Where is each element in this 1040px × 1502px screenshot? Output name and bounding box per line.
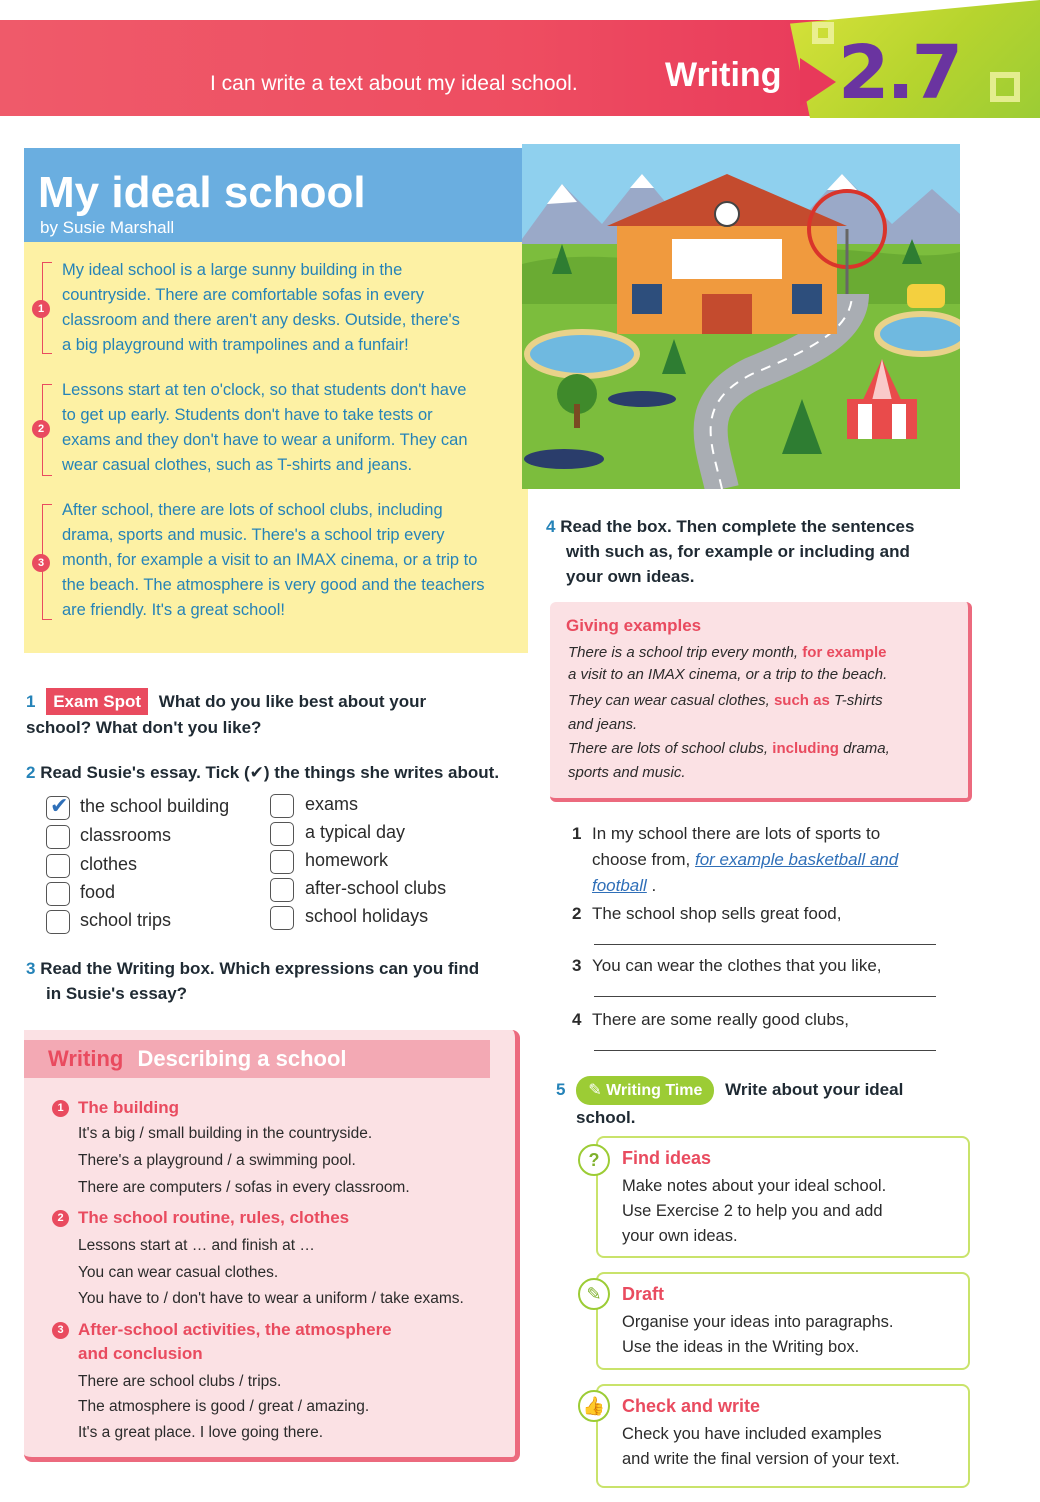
answer-text[interactable]: football — [592, 876, 647, 895]
sentence-text: The school shop sells great food, — [592, 904, 842, 923]
checklist-label: homework — [305, 850, 389, 870]
essay-line: the beach. The atmosphere is very good and the teachers — [62, 576, 485, 594]
step-title: Check and write — [622, 1396, 761, 1416]
step-check-and-write — [582, 1384, 970, 1488]
step-find-ideas — [588, 1136, 970, 1258]
essay-line: wear casual clothes, such as T-shirts and jeans. — [62, 456, 413, 474]
checkbox-homework[interactable] — [270, 850, 294, 874]
can-do-statement: I can write a text about my ideal school. — [210, 72, 578, 95]
sentence-number: 1 — [572, 824, 582, 843]
exercise-3 — [26, 956, 516, 1006]
sentence-text: football . — [592, 876, 657, 895]
checklist-label: classrooms — [80, 825, 172, 845]
checklist-label: after-school clubs — [305, 878, 447, 898]
essay-line: a big playground with trampolines and a funfair! — [62, 336, 409, 354]
checkbox-after-school-clubs[interactable] — [270, 878, 294, 902]
example-sentence — [568, 692, 883, 709]
section-number: 1 — [52, 1100, 69, 1117]
essay-line: My ideal school is a large sunny building in the — [62, 261, 403, 279]
exercise-instruction: Write about your ideal — [725, 1080, 904, 1099]
essay-paragraph-1 — [62, 258, 512, 358]
writing-box — [24, 1030, 520, 1462]
section-heading: The school routine, rules, clothes — [78, 1208, 350, 1227]
essay-line: drama, sports and music. There's a school trip every — [62, 526, 445, 544]
exercise-number: 5 — [556, 1080, 566, 1099]
writing-box-subtitle: Describing a school — [137, 1046, 347, 1071]
sentence-fragment: choose from, — [592, 850, 691, 869]
writing-time-badge — [576, 1076, 714, 1105]
paragraph-number: 2 — [32, 420, 50, 438]
example-sentence — [568, 740, 890, 757]
pencil-icon: ✎ — [588, 1082, 607, 1099]
essay-title: My ideal school — [38, 168, 366, 217]
essay-panel — [24, 148, 528, 653]
exercise-1 — [26, 688, 496, 740]
writing-box-word: Writing — [48, 1046, 124, 1071]
step-text — [622, 1422, 962, 1472]
step-line: Use the ideas in the Writing box. — [622, 1338, 860, 1356]
checkbox-clothes[interactable] — [46, 854, 70, 878]
sentence-text: In my school there are lots of sports to — [592, 824, 881, 843]
highlight-phrase: for example — [802, 644, 887, 661]
paragraph-number: 3 — [32, 554, 50, 572]
giving-examples-box — [550, 602, 972, 802]
step-draft — [586, 1272, 970, 1370]
paragraph-number: 1 — [32, 300, 50, 318]
exercise-instruction: Read Susie's essay. Tick (✔) the things she writes about. — [40, 763, 500, 782]
exercise-instruction: school. — [576, 1108, 636, 1127]
phrase-line: There's a playground / a swimming pool. — [78, 1152, 356, 1169]
school-illustration — [522, 144, 960, 489]
step-line: Check you have included examples — [622, 1425, 882, 1443]
example-text: drama, — [843, 740, 890, 757]
checkmark-icon: ✔ — [50, 793, 69, 818]
essay-line: are friendly. It's a great school! — [62, 601, 285, 619]
exercise-2 — [26, 760, 526, 785]
exercise-instruction: your own ideas. — [566, 567, 695, 586]
essay-paragraph-3 — [62, 498, 512, 623]
step-title: Draft — [622, 1284, 665, 1304]
exercise-4 — [546, 514, 956, 589]
example-text: a visit to an IMAX cinema, or a trip to the beach. — [568, 666, 888, 683]
essay-title-block — [24, 148, 524, 242]
sentence-text — [592, 850, 898, 870]
decor-square — [812, 22, 834, 44]
step-line: Make notes about your ideal school. — [622, 1177, 887, 1195]
section-heading: After-school activities, the atmosphere — [78, 1320, 392, 1339]
checkbox-school-building[interactable] — [46, 793, 70, 820]
section-heading: The building — [78, 1098, 180, 1117]
sentence-text: You can wear the clothes that you like, — [592, 956, 882, 975]
section-number: 3 — [52, 1322, 69, 1339]
exercise-instruction: with such as, for example or including and — [566, 542, 910, 561]
phrase-line: There are computers / sofas in every classroom. — [78, 1179, 410, 1196]
highlight-phrase: including — [772, 740, 839, 757]
sentence-text: There are some really good clubs, — [592, 1010, 850, 1029]
illustration-svg — [522, 144, 960, 489]
step-text — [622, 1310, 962, 1360]
example-text: and jeans. — [568, 716, 638, 733]
pencil-icon: ✎ — [578, 1278, 610, 1310]
step-text — [622, 1174, 962, 1249]
checkbox-school-trips[interactable] — [46, 910, 70, 934]
example-text: There are lots of school clubs, — [568, 740, 769, 757]
phrase-line: You can wear casual clothes. — [78, 1264, 279, 1281]
checkbox-food[interactable] — [46, 882, 70, 906]
section-heading: and conclusion — [78, 1344, 203, 1363]
highlight-phrase: such as — [773, 692, 830, 709]
exercise-number: 4 — [546, 517, 556, 536]
exercise-number: 3 — [26, 959, 36, 978]
thumbs-up-icon: 👍 — [578, 1390, 610, 1422]
page-header — [0, 0, 1040, 118]
checklist-label: food — [80, 882, 116, 902]
essay-author: by Susie Marshall — [40, 218, 175, 237]
phrase-line: You have to / don't have to wear a uniform / take exams. — [78, 1290, 464, 1307]
step-title: Find ideas — [622, 1148, 712, 1168]
checkbox-typical-day[interactable] — [270, 822, 294, 846]
checklist-label: clothes — [80, 854, 138, 874]
giving-examples-title: Giving examples — [566, 616, 702, 635]
unit-number: 2.7 — [838, 30, 961, 116]
checklist-label: exams — [305, 794, 359, 814]
checklist-label: school holidays — [305, 906, 429, 926]
exercise-instruction: Read the box. Then complete the sentences — [560, 517, 915, 536]
phrase-line: There are school clubs / trips. — [78, 1373, 282, 1390]
essay-line: After school, there are lots of school clubs, including — [62, 501, 443, 519]
step-line: Organise your ideas into paragraphs. — [622, 1313, 894, 1331]
example-sentence — [568, 644, 886, 661]
essay-paragraph-2 — [62, 378, 512, 478]
section-number: 2 — [52, 1210, 69, 1227]
phrase-line: It's a big / small building in the countryside. — [78, 1125, 373, 1142]
writing-box-title — [48, 1046, 347, 1072]
exercise-instruction: school? What don't you like? — [26, 718, 262, 737]
exercise-number: 1 — [26, 692, 36, 711]
sentence-number: 2 — [572, 904, 582, 923]
decor-square — [990, 72, 1020, 102]
phrase-line: It's a great place. I love going there. — [78, 1424, 324, 1441]
example-text: sports and music. — [568, 764, 686, 781]
question-mark-icon: ? — [578, 1144, 610, 1176]
exercise-number: 2 — [26, 763, 36, 782]
example-text: There is a school trip every month, — [568, 644, 799, 661]
essay-line: Lessons start at ten o'clock, so that students don't have — [62, 381, 467, 399]
checklist-label: school trips — [80, 910, 172, 930]
essay-line: classroom and there aren't any desks. Outside, there's — [62, 311, 460, 329]
answer-text[interactable]: for example basketball and — [695, 850, 899, 869]
phrase-line: Lessons start at … and finish at … — [78, 1237, 315, 1254]
essay-line: month, for example a visit to an IMAX cinema, or a trip to — [62, 551, 478, 569]
essay-line: to get up early. Students don't have to take tests or — [62, 406, 433, 424]
step-line: and write the final version of your text. — [622, 1450, 900, 1468]
exercise-instruction: Read the Writing box. Which expressions can you find — [40, 959, 480, 978]
step-line: Use Exercise 2 to help you and add — [622, 1202, 883, 1220]
checklist-label: the school building — [80, 796, 230, 816]
phrase-line: The atmosphere is good / great / amazing. — [78, 1398, 370, 1415]
exercise-instruction: What do you like best about your — [158, 692, 427, 711]
exam-spot-badge: Exam Spot — [46, 688, 148, 715]
sentence-number: 4 — [572, 1010, 582, 1029]
checklist-label: a typical day — [305, 822, 406, 842]
badge-label: Writing Time — [606, 1082, 703, 1099]
checkbox-school-holidays[interactable] — [270, 906, 294, 930]
exercise-instruction: in Susie's essay? — [46, 984, 188, 1003]
essay-line: countryside. There are comfortable sofas in every — [62, 286, 424, 304]
checkbox-classrooms[interactable] — [46, 825, 70, 849]
exercise-5 — [556, 1076, 976, 1130]
checkbox-exams[interactable] — [270, 794, 294, 818]
example-text: T-shirts — [834, 692, 883, 709]
answer-line[interactable] — [594, 996, 936, 997]
answer-line[interactable] — [594, 1050, 936, 1051]
example-text: They can wear casual clothes, — [568, 692, 770, 709]
sentence-number: 3 — [572, 956, 582, 975]
essay-line: exams and they don't have to wear a uniform. They can — [62, 431, 468, 449]
section-title: Writing — [665, 56, 782, 94]
answer-line[interactable] — [594, 944, 936, 945]
step-line: your own ideas. — [622, 1227, 738, 1245]
